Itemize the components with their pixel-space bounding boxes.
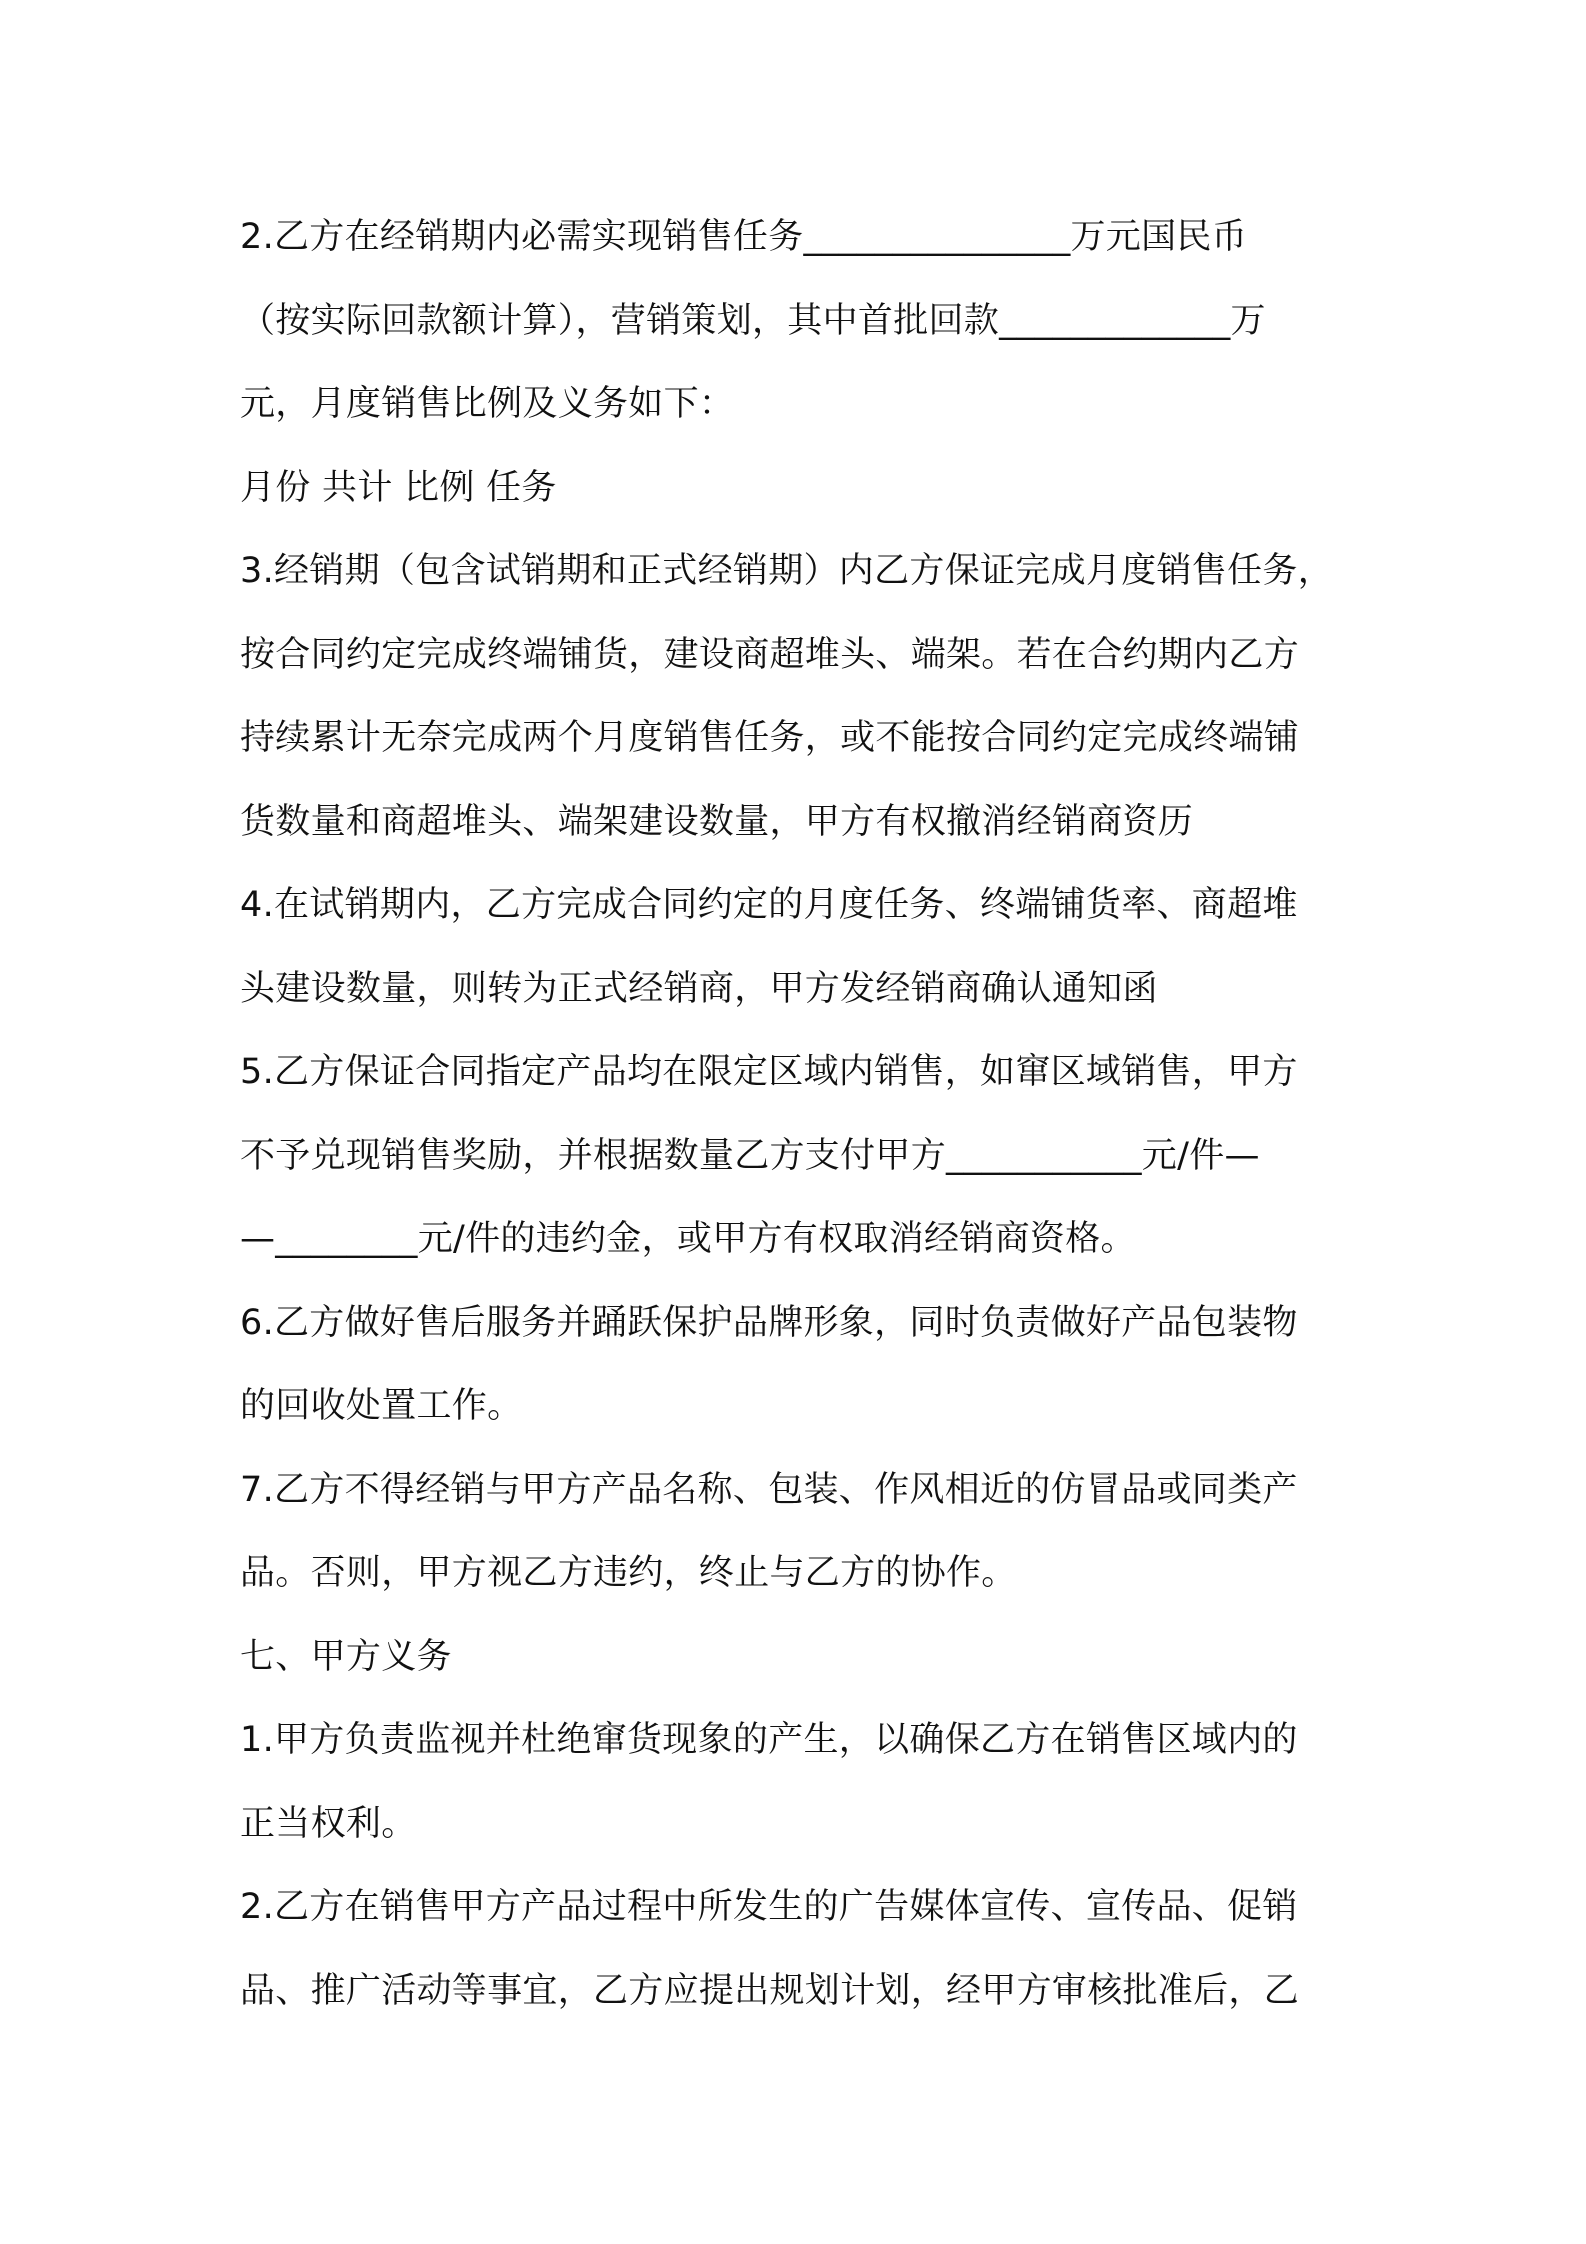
- text-line-10: 头建设数量，则转为正式经销商，甲方发经销商确认通知函: [240, 968, 1158, 1009]
- text-line-3: 元，月度销售比例及义务如下：: [240, 384, 735, 424]
- text-line-2: （按实际回款额计算），营销策划，其中首批回款_____________万: [240, 300, 1266, 341]
- contract-text: [240, 196, 1360, 2033]
- text-line-8: 货数量和商超堆头、端架建设数量，甲方有权撤消经销商资历: [240, 801, 1194, 842]
- text-line-6: 按合同约定完成终端铺货，建设商超堆头、端架。若在合约期内乙方: [240, 634, 1300, 675]
- text-line-7: 持续累计无奈完成两个月度销售任务，或不能按合同约定完成终端铺: [240, 718, 1300, 758]
- text-line-16: 7.乙方不得经销与甲方产品名称、包装、作风相近的仿冒品或同类产: [240, 1469, 1298, 1510]
- section-heading: 七、甲方义务: [240, 1636, 452, 1677]
- text-line-1: 2.乙方在经销期内必需实现销售任务_______________万元国民币: [240, 217, 1247, 257]
- text-line-12: 不予兑现销售奖励，并根据数量乙方支付甲方___________元/件—: [240, 1135, 1260, 1176]
- text-line-15: 的回收处置工作。: [240, 1386, 523, 1426]
- text-line-20: 正当权利。: [240, 1803, 417, 1844]
- text-line-21: 2.乙方在销售甲方产品过程中所发生的广告媒体宣传、宣传品、促销: [240, 1887, 1298, 1927]
- text-line-14: 6.乙方做好售后服务并踊跃保护品牌形象，同时负责做好产品包装物: [240, 1302, 1298, 1343]
- text-line-9: 4.在试销期内，乙方完成合同约定的月度任务、终端铺货率、商超堆: [240, 885, 1298, 925]
- text-line-22: 品、推广活动等事宜，乙方应提出规划计划，经甲方审核批准后，乙: [240, 1970, 1300, 2011]
- table-header-line: 月份 共计 比例 任务: [240, 467, 557, 508]
- text-line-19: 1.甲方负责监视并杜绝窜货现象的产生，以确保乙方在销售区域内的: [240, 1720, 1298, 1760]
- text-line-5: 3.经销期（包含试销期和正式经销期）内乙方保证完成月度销售任务，: [240, 551, 1333, 591]
- text-line-17: 品。否则，甲方视乙方违约，终止与乙方的协作。: [240, 1553, 1017, 1593]
- text-line-13: —________元/件的违约金，或甲方有权取消经销商资格。: [240, 1219, 1136, 1259]
- text-line-11: 5.乙方保证合同指定产品均在限定区域内销售，如窜区域销售，甲方: [240, 1052, 1298, 1092]
